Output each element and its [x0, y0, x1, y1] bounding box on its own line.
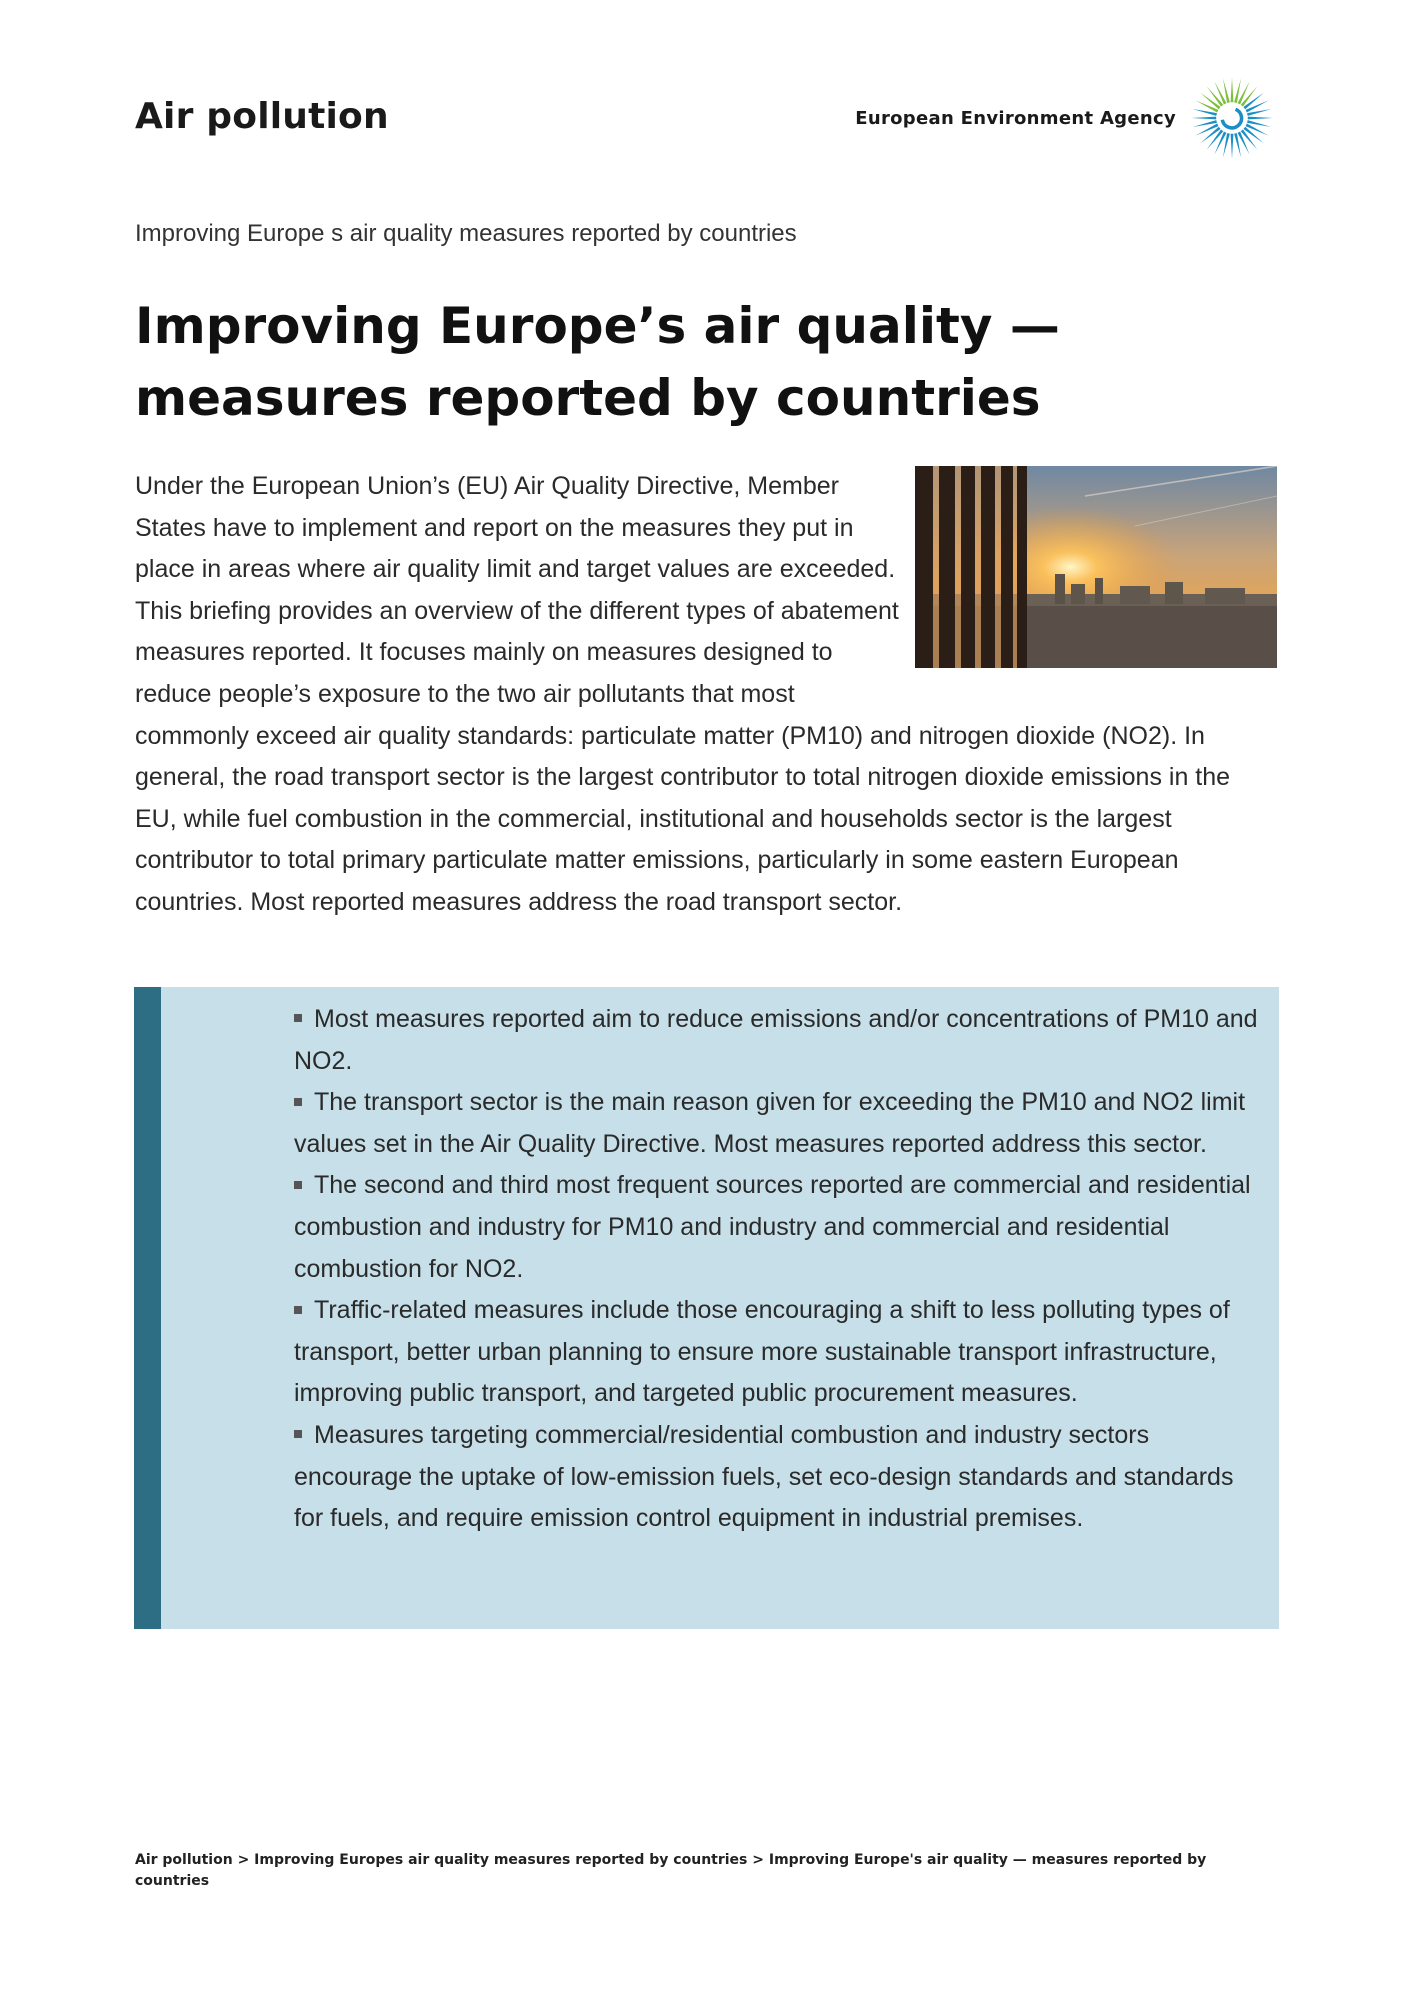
bullet-icon: [294, 1430, 302, 1438]
key-point-text: The transport sector is the main reason given for exceeding the PM10 and NO2 limit values set in the Air Quality Directive. Most measures reported address this sector.: [294, 1088, 1246, 1158]
bullet-icon: [294, 1014, 302, 1022]
bullet-icon: [294, 1098, 302, 1106]
key-point-text: Traffic-related measures include those encouraging a shift to less polluting types of transport, better urban planning to ensure more sustainable transport infrastructure, improving public transport, and targeted public procurement measures.: [294, 1296, 1230, 1408]
key-point-text: Measures targeting commercial/residential combustion and industry sectors encourage the uptake of low-emission fuels, set eco-design standards and standards for fuels, and require emission control equipment in industrial premises.: [294, 1420, 1234, 1533]
key-points-list: [294, 999, 1259, 1540]
footer-breadcrumb[interactable]: Air pollution > Improving Europes air quality measures reported by countries > Improving Europe's air quality — measures reported by countries: [135, 1852, 1207, 1889]
bullet-icon: [294, 1181, 302, 1189]
key-point-text: Most measures reported aim to reduce emissions and/or concentrations of PM10 and NO2.: [294, 1005, 1258, 1075]
section-label: Air pollution: [135, 96, 389, 137]
logo-ray: [1192, 117, 1217, 120]
bullet-icon: [294, 1306, 302, 1314]
key-point-item: [294, 1415, 1259, 1540]
key-point-text: The second and third most frequent sources reported are commercial and residential combustion and industry for PM10 and industry and commercial and residential combustion for NO2.: [294, 1171, 1251, 1283]
agency-branding[interactable]: [855, 74, 1276, 162]
sunset-city-image: [915, 466, 1277, 668]
logo-ray: [1248, 117, 1273, 120]
eea-logo-icon: [1188, 74, 1276, 162]
agency-name: European Environment Agency: [855, 107, 1176, 129]
key-point-item: [294, 999, 1259, 1082]
key-point-item: [294, 1165, 1259, 1290]
intro-section: [135, 466, 1277, 924]
intro-text: Under the European Union’s (EU) Air Quality Directive, Member States have to implement and report on the measures they put in place in areas where air quality limit and target values are exceeded. This briefing provides an overview of the different types of abatement measures reported. It focuses mainly on measures designed to reduce people’s exposure to the two air pollutants that most commonly exceed air quality standards: particulate matter (PM10) and nitrogen dioxide (NO2). In general, the road transport sector is the largest contributor to total nitrogen dioxide emissions in the EU, while fuel combustion in the commercial, institutional and households sector is the largest contributor to total primary particulate matter emissions, particularly in some eastern European countries. Most reported measures address the road transport sector.: [135, 472, 1231, 916]
logo-ray: [1231, 134, 1234, 159]
key-point-item: [294, 1290, 1259, 1415]
breadcrumb-top[interactable]: Improving Europe s air quality measures reported by countries: [135, 220, 797, 247]
key-points-accent-bar: [134, 987, 161, 1629]
key-point-item: [294, 1082, 1259, 1165]
key-points-box: [134, 987, 1279, 1629]
page-title: Improving Europe’s air quality — measures reported by countries: [135, 297, 1060, 427]
logo-ray: [1231, 78, 1234, 103]
